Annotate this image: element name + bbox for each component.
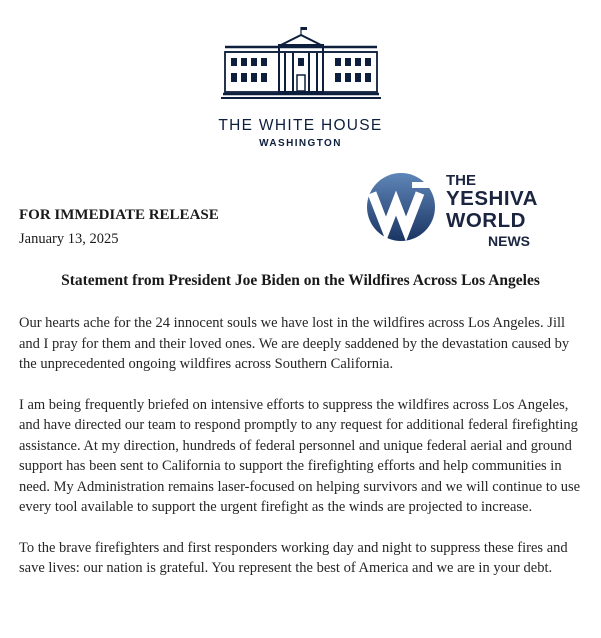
paragraph-1: Our hearts ache for the 24 innocent souls we have lost in the wildfires across Los Angeles. Jill and I pray for them and their loved ones. We are deeply saddened by the devastation caused by the unprecedented ongoing wildfires across Southern California. (19, 315, 570, 372)
white-house-title: THE WHITE HOUSE (218, 117, 383, 134)
statement-title: Statement from President Joe Biden on the Wildfires Across Los Angeles (61, 272, 540, 289)
wordmark-the: THE (446, 172, 476, 189)
wordmark-yeshiva: YESHIVA (446, 187, 538, 210)
yeshiva-world-news-wordmark (446, 173, 596, 248)
wordmark-world: WORLD (446, 208, 526, 232)
paragraph-2: I am being frequently briefed on intensive efforts to suppress the wildfires across Los Angeles, and have directed our team to respond promptly to any request for additional federal firefighting assistance. At my direction, hundreds of federal personnel and unique federal aerial and ground support has been sent to California to support the firefighting efforts and help communities in need. My Administration remains laser-focused on helping survivors and we will continue to use every tool available to support the urgent firefight as the winds are projected to increase. (19, 396, 581, 515)
release-date: January 13, 2025 (19, 231, 119, 247)
statement-body (19, 313, 589, 599)
yeshiva-world-news-logo-icon (364, 171, 438, 243)
paragraph-3: To the brave firefighters and first responders working day and night to suppress these fires and save lives: our nation is grateful. You represent the best of America and we are in your debt. (19, 539, 568, 576)
white-house-logo (221, 25, 381, 100)
wordmark-news: NEWS (488, 233, 530, 249)
release-label: FOR IMMEDIATE RELEASE (19, 207, 219, 223)
washington-subtitle: WASHINGTON (259, 138, 342, 149)
